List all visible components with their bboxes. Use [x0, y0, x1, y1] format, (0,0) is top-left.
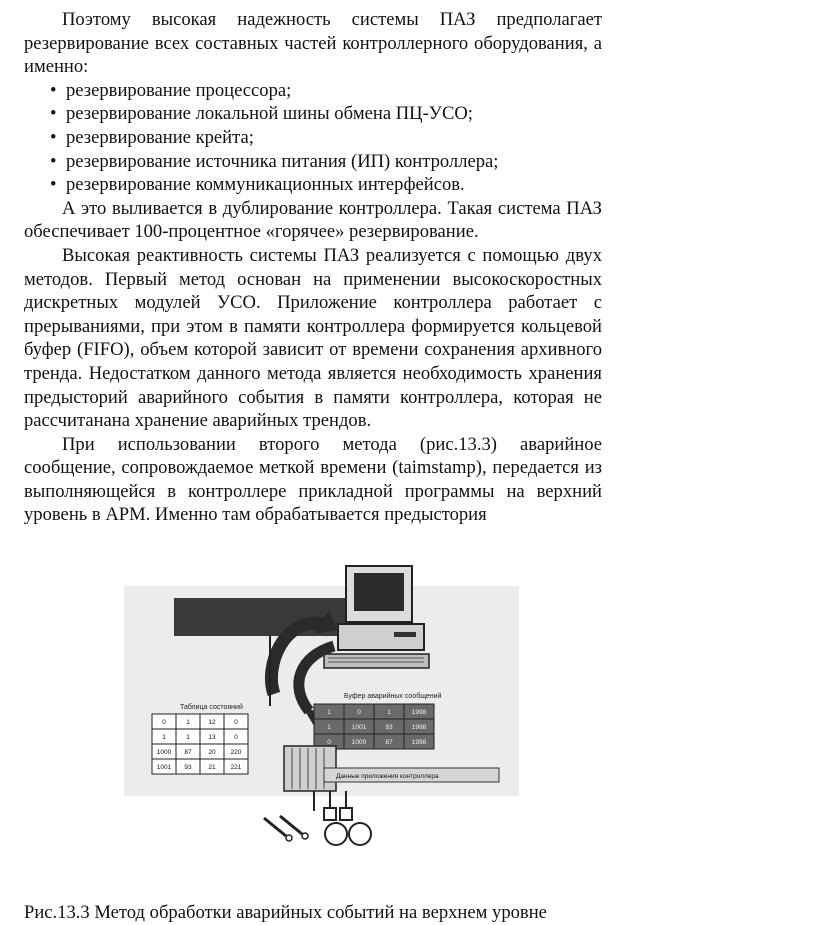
method-diagram — [124, 546, 534, 864]
state-table-cell-text: 20 — [208, 749, 216, 756]
paragraph-1: Поэтому высокая надежность системы ПАЗ предполагает резервирование всех составных частей контроллерного оборудования, а именно: — [24, 9, 602, 78]
state-table-cell-text: 220 — [230, 749, 242, 756]
alarm-buffer-cell-text: 1000 — [351, 739, 367, 746]
paragraph-2: А это выливается в дублирование контроллера. Такая система ПАЗ обеспечивает 100-процентное «горячее» резервирование. — [24, 197, 602, 243]
paragraph-3: Высокая реактивность системы ПАЗ реализуется с помощью двух методов. Первый метод основан на применении высокоскоростных дискретных модулей УСО. Приложение контроллера работает с прерываниями, при этом в памяти контроллера формируется кольцевой буфер (FIFO), объем которой зависит от времени сохранения архивного тренда. Недостатком данного метода является необходимость хранения предысторий аварийного события в памяти контроллера, которая не рассчитанана хранение аварийных трендов. — [24, 244, 602, 432]
alarm-buffer-table — [314, 704, 434, 749]
state-table-cell-text: 13 — [208, 734, 216, 741]
state-table-cell-text: 0 — [234, 734, 238, 741]
bullet-item: • резервирование коммуникационных интерфейсов. — [50, 174, 465, 196]
state-table-title: Таблица состояний — [180, 704, 243, 711]
state-table-cell-text: 87 — [184, 749, 192, 756]
paragraph-4: При использовании второго метода (рис.13.3) аварийное сообщение, сопровождаемое меткой времени (taimstamp), передается из выполняющейся в контроллере прикладной программы на верхний уровень в АРМ. Именно там обрабатывается предыстория — [24, 433, 602, 526]
bullet-icon: • — [50, 126, 57, 148]
bullet-item: • резервирование крейта; — [50, 126, 254, 148]
bullet-list — [24, 79, 602, 197]
alarm-buffer-cell-text: 0 — [327, 739, 331, 746]
alarm-buffer-cell-text: 1 — [327, 709, 331, 716]
state-table-cell-text: 1 — [162, 734, 166, 741]
bullet-item: • резервирование источника питания (ИП) контроллера; — [50, 150, 499, 172]
bullet-icon: • — [50, 174, 57, 196]
bullet-icon: • — [50, 79, 57, 101]
state-table — [152, 714, 248, 774]
alarm-buffer-cell-text: 93 — [385, 724, 393, 731]
alarm-buffer-title: Буфер аварийных сообщений — [344, 693, 442, 700]
bullet-icon: • — [50, 150, 57, 172]
alarm-buffer-cell-text: 1 — [327, 724, 331, 731]
alarm-buffer-cell-text: 0 — [357, 709, 361, 716]
field-motor-icon — [314, 791, 371, 845]
state-table-cell-text: 1000 — [156, 749, 172, 756]
body-text — [24, 8, 602, 527]
alarm-buffer-cell-text: 1998 — [411, 724, 427, 731]
alarm-buffer-cell-text: 1 — [387, 709, 391, 716]
figure-caption: Рис.13.3 Метод обработки аварийных событий на верхнем уровне — [24, 902, 547, 923]
state-table-cell-text: 0 — [234, 719, 238, 726]
state-table-cell-text: 1 — [186, 719, 190, 726]
state-table-cell-text: 21 — [208, 764, 216, 771]
bullet-item: • резервирование локальной шины обмена ПЦ-УСО; — [50, 103, 473, 125]
state-table-cell-text: 12 — [208, 719, 216, 726]
bullet-icon: • — [50, 103, 57, 125]
bullet-item: • резервирование процессора; — [50, 79, 292, 101]
state-table-cell-text: 1 — [186, 734, 190, 741]
alarm-buffer-cell-text: 1998 — [411, 709, 427, 716]
state-table-cell-text: 221 — [230, 764, 242, 771]
figure-13-3 — [124, 546, 534, 864]
app-data-label: Данные приложения контроллера — [336, 773, 439, 780]
state-table-cell-text: 93 — [184, 764, 192, 771]
state-table-cell-text: 1001 — [156, 764, 172, 771]
state-table-cell-text: 0 — [162, 719, 166, 726]
alarm-buffer-cell-text: 1001 — [351, 724, 367, 731]
alarm-buffer-cell-text: 1998 — [411, 739, 427, 746]
field-switch-icon — [264, 816, 308, 841]
alarm-buffer-cell-text: 87 — [385, 739, 393, 746]
